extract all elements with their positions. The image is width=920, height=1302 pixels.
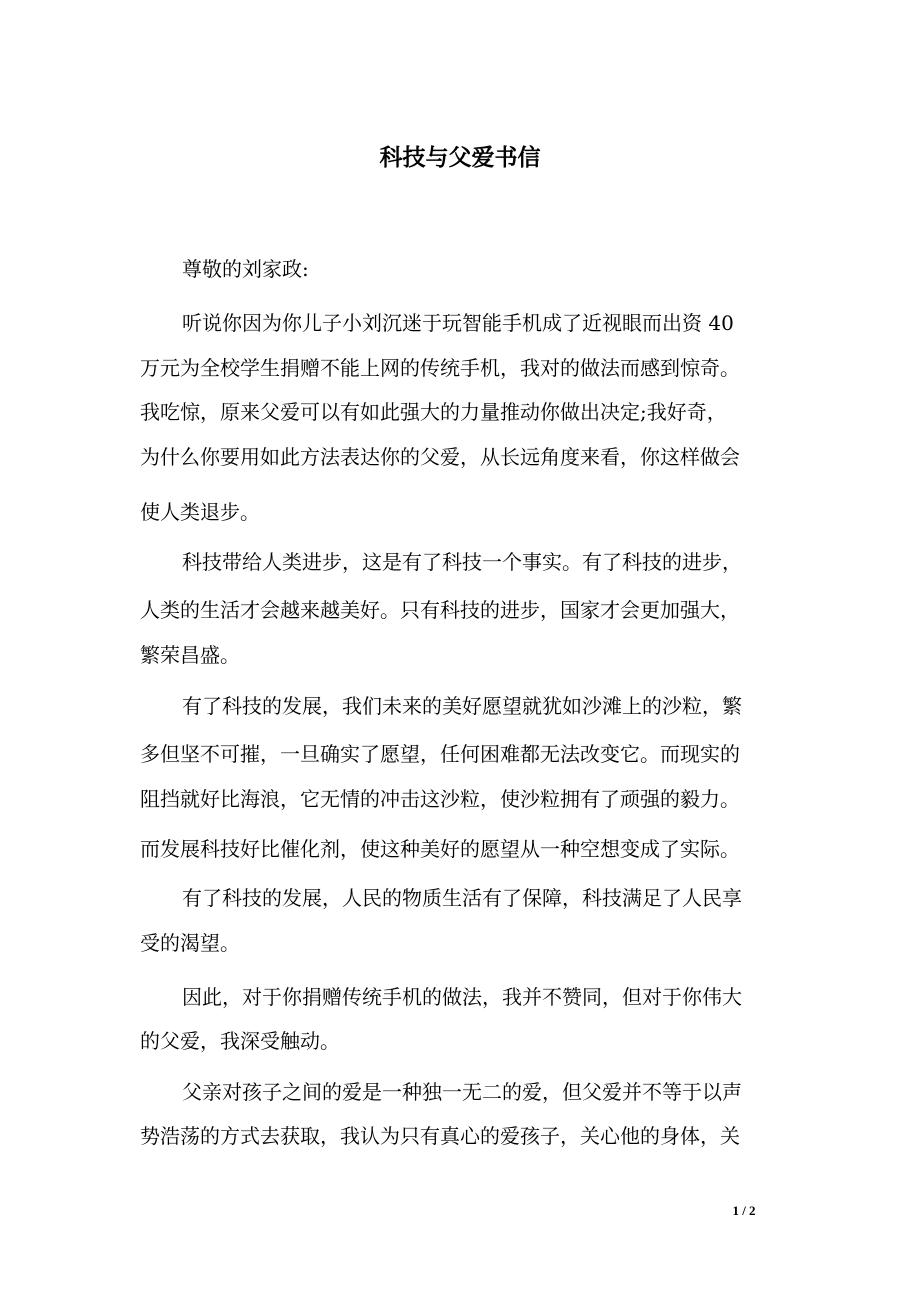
- body-line: 势浩荡的方式去获取，我认为只有真心的爱孩子，关心他的身体，关: [140, 1124, 740, 1148]
- body-line: 人类的生活才会越来越美好。只有科技的进步，国家才会更加强大，: [140, 598, 740, 622]
- page-number: 1 / 2: [732, 1203, 756, 1218]
- body-line: 的父爱，我深受触动。: [140, 1029, 340, 1053]
- body-line: 因此，对于你捐赠传统手机的做法，我并不赞同，但对于你伟大: [182, 985, 742, 1009]
- body-line: 繁荣昌盛。: [140, 643, 240, 667]
- body-line: 我吃惊，原来父爱可以有如此强大的力量推动你做出决定;我好奇，: [140, 400, 727, 424]
- body-line: 有了科技的发展，我们未来的美好愿望就犹如沙滩上的沙粒，繁: [182, 694, 742, 718]
- document-title: 科技与父爱书信: [379, 144, 541, 171]
- body-line: 使人类退步。: [140, 500, 260, 524]
- body-line: 为什么你要用如此方法表达你的父爱，从长远角度来看，你这样做会: [140, 445, 740, 469]
- body-line: 有了科技的发展，人民的物质生活有了保障，科技满足了人民享: [182, 886, 742, 910]
- body-line: 科技带给人类进步，这是有了科技一个事实。有了科技的进步，: [182, 550, 742, 574]
- body-line: 而发展科技好比催化剂，使这种美好的愿望从一种空想变成了实际。: [140, 837, 740, 861]
- salutation-line: 尊敬的刘家政:: [182, 257, 309, 281]
- body-line: 父亲对孩子之间的爱是一种独一无二的爱，但父爱并不等于以声: [182, 1080, 742, 1104]
- body-line: 万元为全校学生捐赠不能上网的传统手机，我对的做法而感到惊奇。: [140, 356, 740, 380]
- body-line: 受的渴望。: [140, 931, 240, 955]
- body-line: 听说你因为你儿子小刘沉迷于玩智能手机成了近视眼而出资 40: [182, 311, 734, 335]
- body-line: 多但坚不可摧，一旦确实了愿望，任何困难都无法改变它。而现实的: [140, 742, 740, 766]
- body-line: 阻挡就好比海浪，它无情的冲击这沙粒，使沙粒拥有了顽强的毅力。: [140, 787, 740, 811]
